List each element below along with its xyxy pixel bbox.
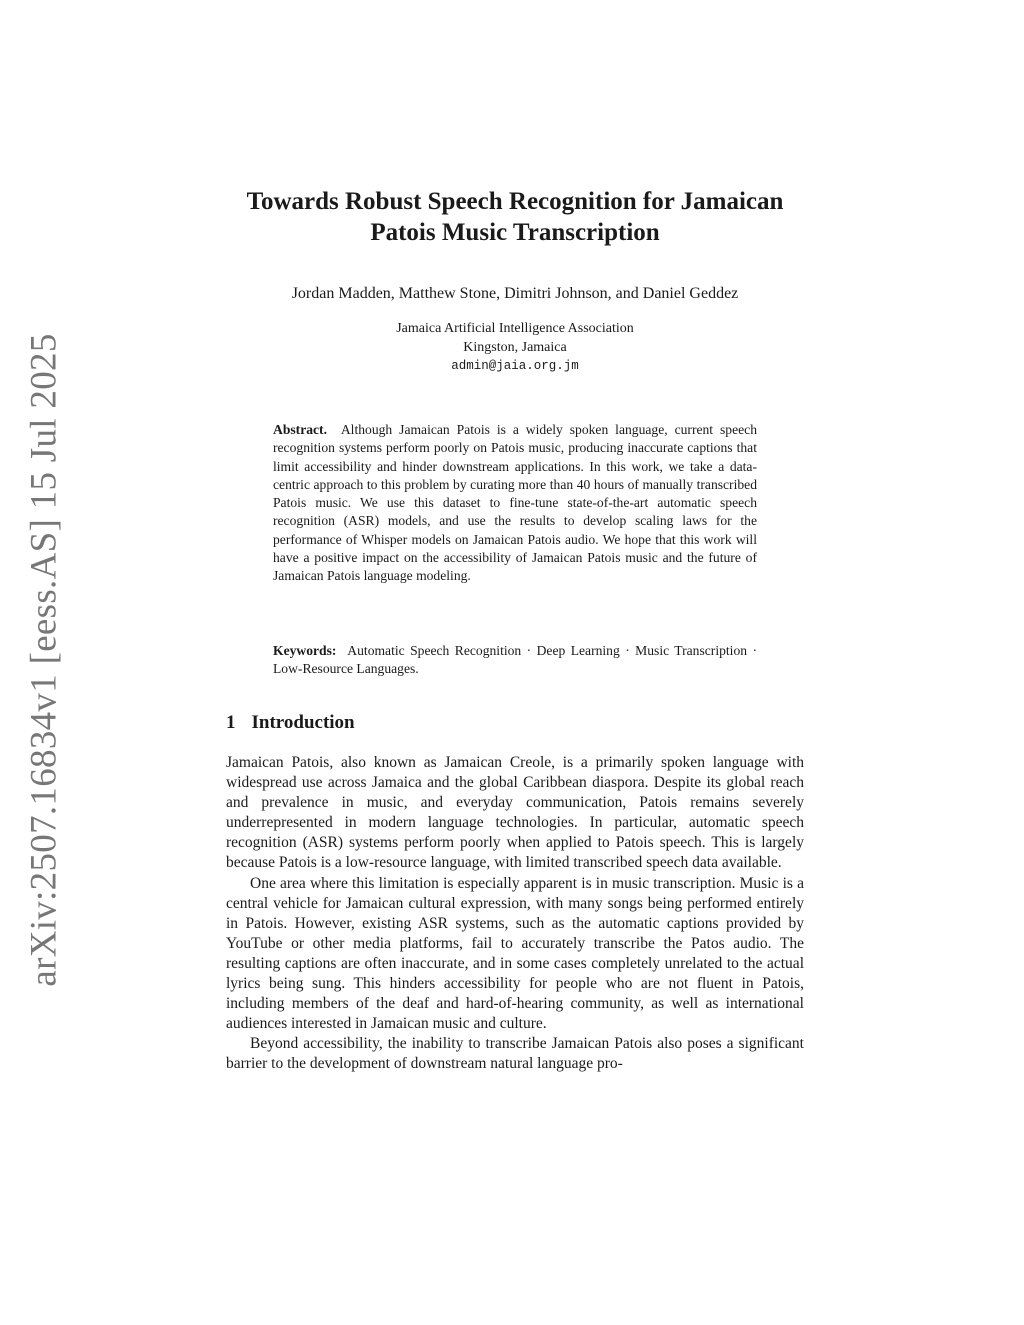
arxiv-identifier: arXiv:2507.16834v1 [eess.AS] 15 Jul 2025 <box>23 333 65 987</box>
keywords <box>273 642 757 679</box>
affiliation-location: Kingston, Jamaica <box>463 340 567 355</box>
keywords-label: Keywords: <box>273 643 337 658</box>
affiliation-block <box>226 319 804 376</box>
section-heading <box>226 711 355 735</box>
section-body <box>226 753 804 1075</box>
body-paragraph: One area where this limitation is especially apparent is in music transcription. Music is a central vehicle for Jamaican cultural expression, with many songs being performed entirely in Patois. However, existing ASR systems, such as the automatic captions provided by YouTube or other media platforms, fail to accurately transcribe the Patos audio. The resulting captions are often inaccurate, and in some cases completely unrelated to the actual lyrics being sung. This hinders accessibility for people who are not fluent in Patois, including members of the deaf and hard-of-hearing community, as well as international audiences interested in Jamaican music and culture. <box>226 874 804 1033</box>
author-list: Jordan Madden, Matthew Stone, Dimitri Johnson, and Daniel Geddez <box>291 285 739 302</box>
body-paragraph: Beyond accessibility, the inability to transcribe Jamaican Patois also poses a significant barrier to the development of downstream natural language pro- <box>226 1035 804 1073</box>
body-paragraph: Jamaican Patois, also known as Jamaican Creole, is a primarily spoken language with widespread use across Jamaica and the global Caribbean diaspora. Despite its global reach and prevalence in music, and everyday communication, Patois remains severely underrepresented in modern language technologies. In particular, automatic speech recognition (ASR) systems perform poorly when applied to Patois speech. This is largely because Patois is a low-resource language, with limited transcribed speech data available. <box>226 754 804 872</box>
abstract-label: Abstract. <box>273 422 327 437</box>
affiliation-organization: Jamaica Artificial Intelligence Association <box>396 321 634 336</box>
contact-email[interactable]: admin@jaia.org.jm <box>451 359 579 373</box>
section-number: 1 <box>226 712 236 733</box>
paper-title: Towards Robust Speech Recognition for Jamaican Patois Music Transcription <box>246 188 784 246</box>
section-title: Introduction <box>251 712 355 733</box>
abstract <box>273 421 757 586</box>
abstract-text: Although Jamaican Patois is a widely spoken language, current speech recognition systems perform poorly on Patois music, producing inaccurate captions that limit accessibility and hinder downstream applications. In this work, we take a data-centric approach to this problem by curating more than 40 hours of manually transcribed Patois music. We use this dataset to fine-tune state-of-the-art automatic speech recognition (ASR) models, and use the results to develop scaling laws for the performance of Whisper models on Jamaican Patois audio. We hope that this work will have a positive impact on the accessibility of Jamaican Patois music and the future of Jamaican Patois language modeling. <box>273 422 758 584</box>
keywords-text: Automatic Speech Recognition · Deep Learning · Music Transcription · Low-Resource Languages. <box>273 643 758 677</box>
